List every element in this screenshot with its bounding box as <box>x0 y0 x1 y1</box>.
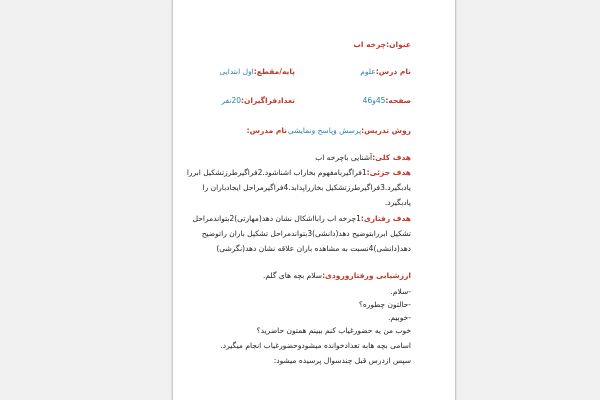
document-page <box>172 0 456 400</box>
dialogue-line: سپس ازدرس قبل چندسوال پرسیده میشود: <box>273 356 411 365</box>
behavioral-goal-text-1: 1چرخه اب رابااشکال نشان دهد(مهارتی)2بتواندمراحل <box>192 214 361 223</box>
students-label: تعدادفراگیران: <box>240 96 295 105</box>
students-line <box>221 96 295 106</box>
general-goal-label: هدف کلی: <box>372 153 411 162</box>
behavioral-goal-line-1 <box>193 214 411 224</box>
page-value: 45و46 <box>362 96 386 105</box>
method-line <box>288 126 411 136</box>
students-value: 20نفر <box>221 96 241 105</box>
teacher-label: نام مدرس: <box>246 126 287 135</box>
behavioral-goal-label: هدف رفتاری: <box>360 214 411 223</box>
evaluation-label: ارزشیابی ورفتارورودی: <box>322 271 411 280</box>
lesson-value: علوم <box>360 67 376 76</box>
method-value: پرسش وپاسخ ونمایشی <box>287 126 362 135</box>
lesson-label: نام درس: <box>375 67 411 76</box>
method-label: روش تدریس: <box>361 126 411 135</box>
lesson-line <box>360 67 411 77</box>
partial-goal-label: هدف جزئی: <box>366 168 411 177</box>
dialogue-line: -سلام. <box>390 287 411 296</box>
general-goal-line <box>315 153 411 163</box>
partial-goal-text-1: 1فراگیربامفهوم بخاراب اشناشود.2فراگیرطرزتشکیل ابررا <box>186 168 367 177</box>
grade-value: اول ابتدایی <box>219 67 254 76</box>
partial-goal-line-3: یادبگیرد. <box>384 198 411 207</box>
partial-goal-line-2: یادبگیرد.3فراگیرطرزتشکیل بخارراپدابد.4فراگیرمراحل ایجادباران را <box>202 183 411 192</box>
dialogue-line: خوب من یه حضورغیاب کنم ببینم همتون حاضرید؟ <box>256 326 411 335</box>
dialogue-line: -حالتون چطوره؟ <box>358 300 411 309</box>
grade-label: پایه/مقطع: <box>253 67 295 76</box>
page-line <box>363 96 411 106</box>
dialogue-line: -خوبیم. <box>388 313 411 322</box>
dialogue-line: اسامی بچه هابه تعدادخوانده میشودوحضورغیاب انجام میگیرد. <box>220 341 411 350</box>
title-value: چرخه اب <box>353 40 387 49</box>
evaluation-text: سلام بچه های گلم. <box>263 271 323 280</box>
grade-line <box>219 67 295 77</box>
teacher-line <box>247 126 287 136</box>
partial-goal-line-1 <box>187 168 411 178</box>
title-label: عنوان: <box>386 40 411 49</box>
evaluation-heading-line <box>263 271 411 281</box>
page-label: صفحه: <box>385 96 411 105</box>
behavioral-goal-line-3: دهد(دانشی)4نسبت به مشاهده باران علاقه نشان دهد(نگرشی) <box>216 244 411 253</box>
general-goal-text: آشنایی باچرخه اب <box>315 153 373 162</box>
title-line <box>353 40 411 50</box>
behavioral-goal-line-2: تشکیل ابررابتوضیح دهد(دانشی)3بتواندمراحل تشکیل باران راتوضیح <box>201 229 411 238</box>
